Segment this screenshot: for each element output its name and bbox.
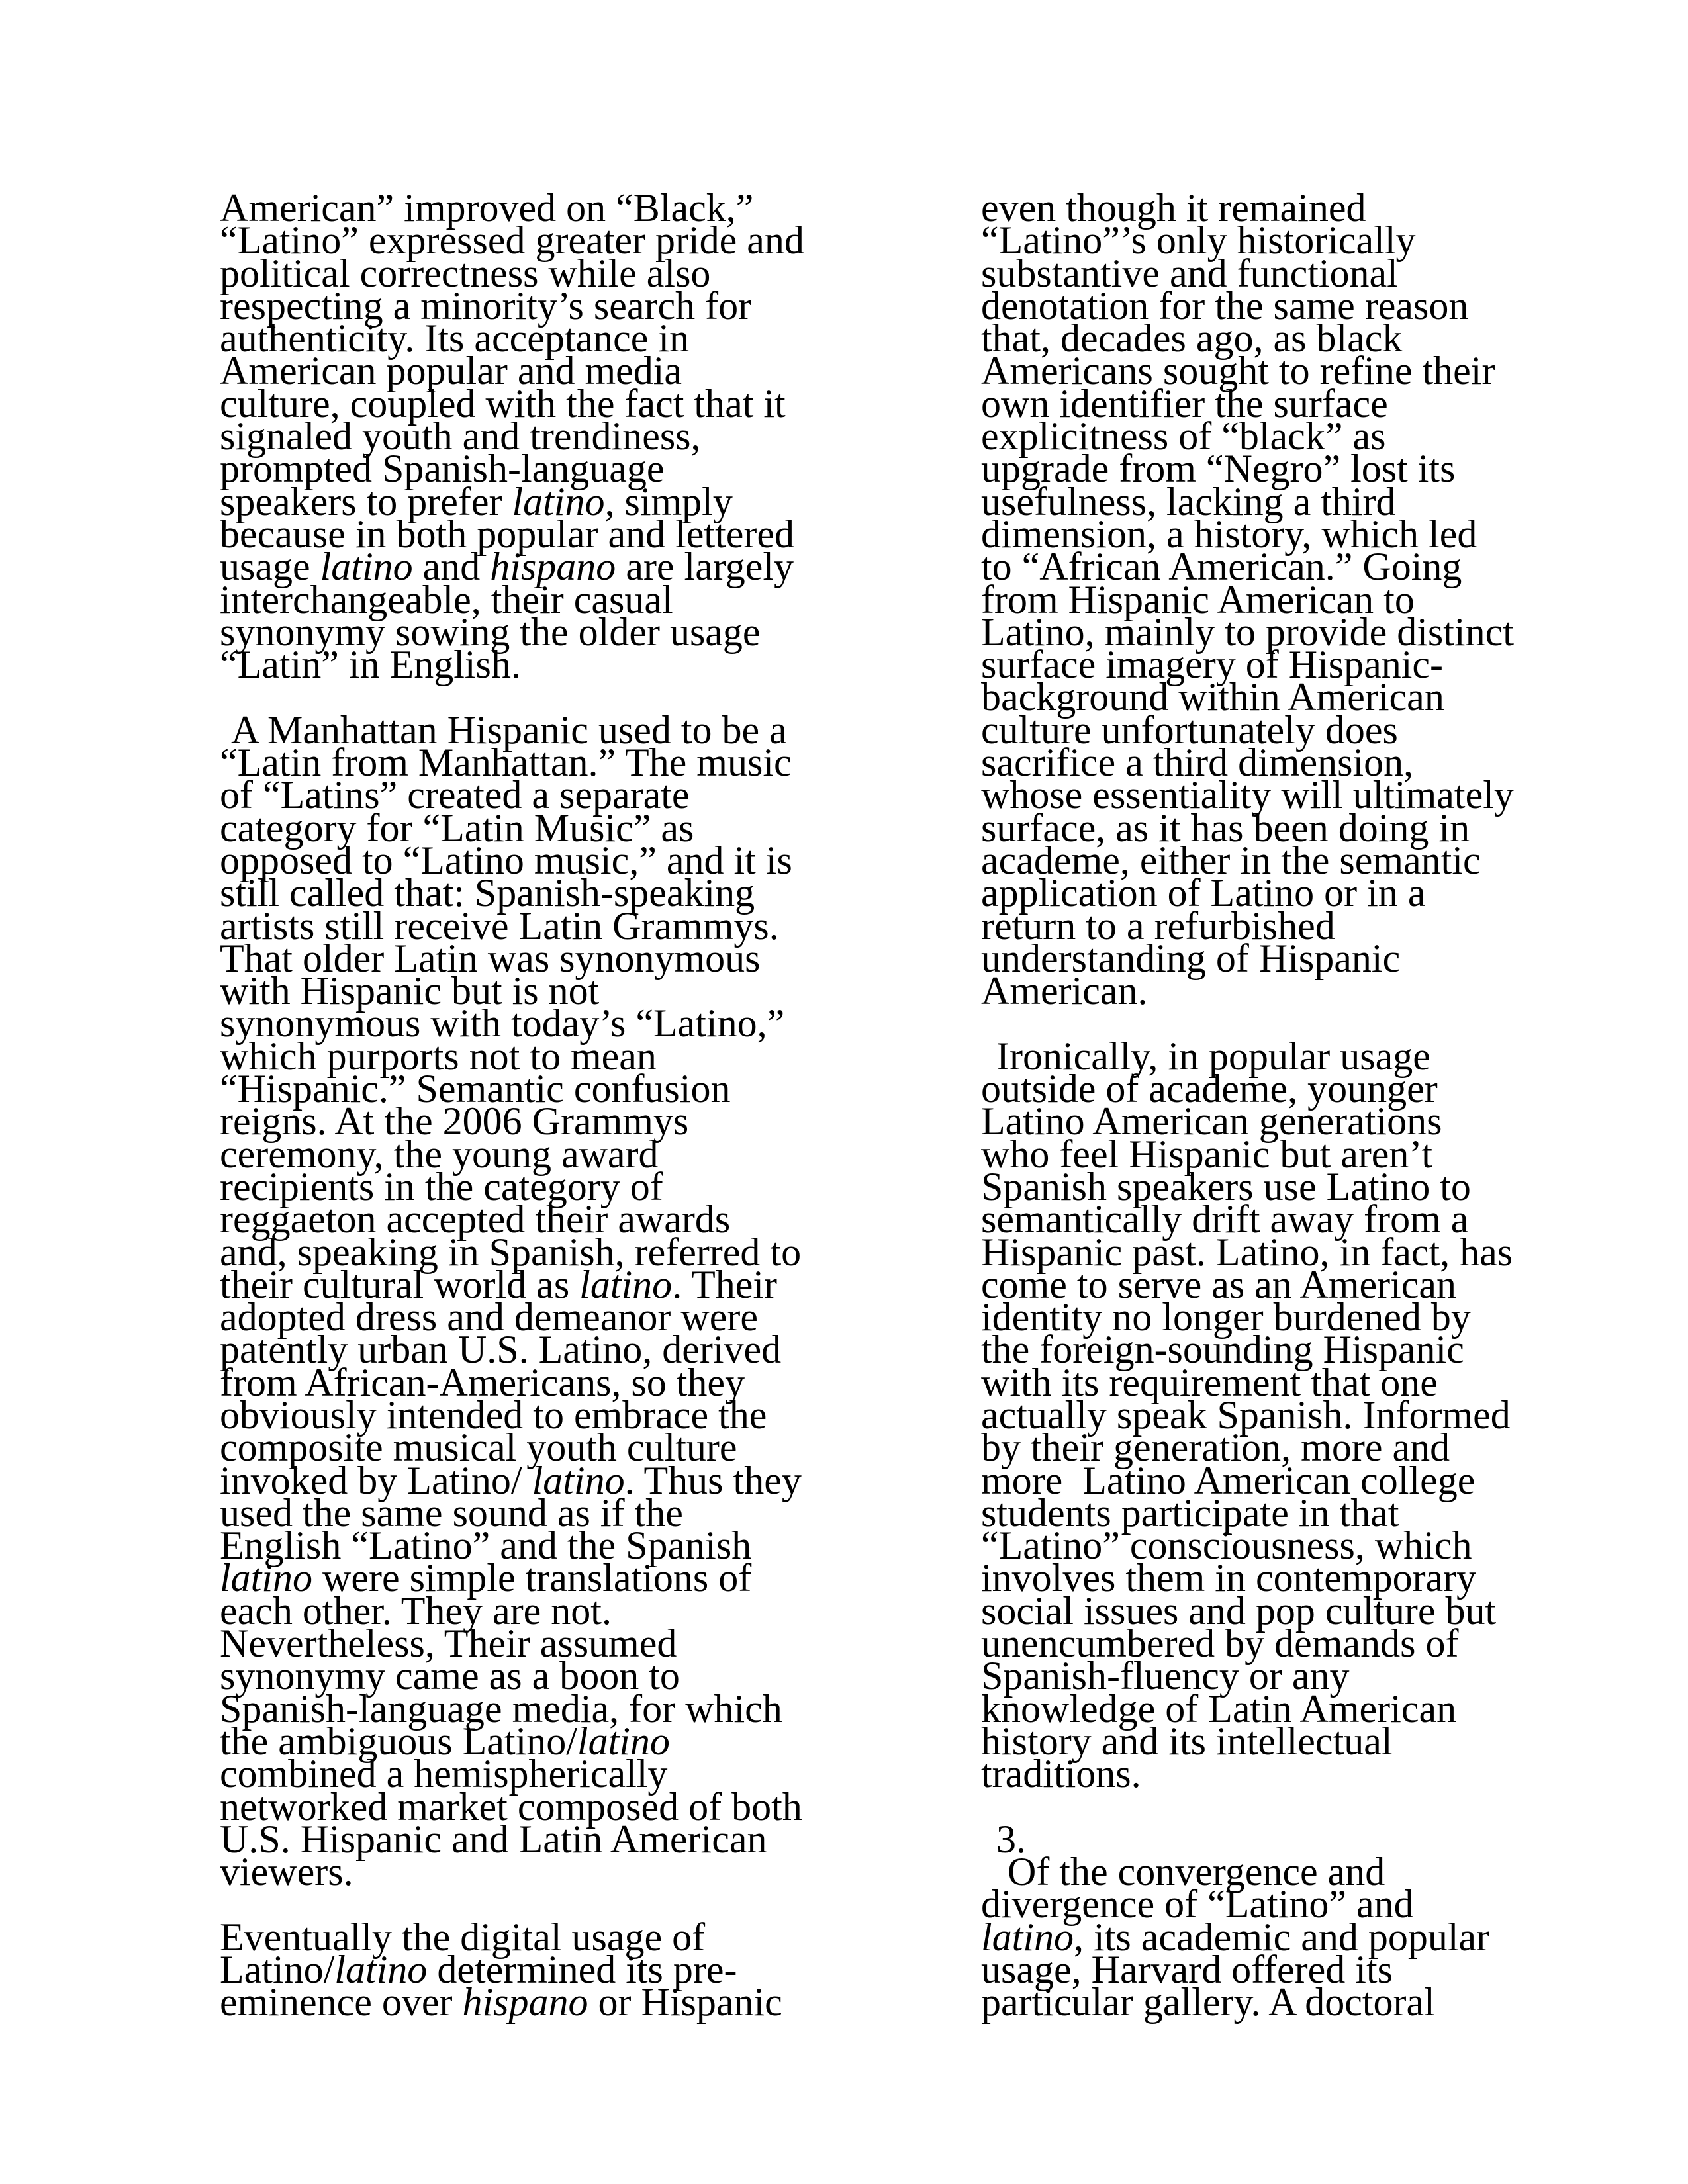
text-line <box>220 1980 882 2025</box>
text-segment: political correctness while also <box>220 251 711 295</box>
text-segment: from Hispanic American to <box>981 577 1415 621</box>
text-segment: ceremony, the young award <box>220 1132 659 1176</box>
text-segment: used the same sound as if the <box>220 1490 683 1535</box>
text-segment: denotation for the same reason <box>981 283 1469 328</box>
text-segment: their cultural world as <box>220 1262 580 1306</box>
text-segment: reigns. At the 2006 Grammys <box>220 1099 689 1144</box>
text-segment: still called that: Spanish-speaking <box>220 871 755 915</box>
text-segment: particular gallery. A doctoral <box>981 1980 1435 2025</box>
text-segment: unencumbered by demands of <box>981 1621 1459 1666</box>
text-segment: English “Latino” and the Spanish <box>220 1524 752 1568</box>
text-segment: surface imagery of Hispanic- <box>981 643 1444 687</box>
italic-text: latino <box>320 545 413 589</box>
text-segment: explicitness of “black” as <box>981 414 1386 459</box>
text-segment: sacrifice a third dimension, <box>981 741 1414 785</box>
text-segment: traditions. <box>981 1752 1141 1796</box>
text-segment: Hispanic past. Latino, in fact, has <box>981 1230 1513 1274</box>
text-segment: A Manhattan Hispanic used to be a <box>231 707 787 752</box>
text-segment: the ambiguous Latino/ <box>220 1719 577 1763</box>
text-segment: dimension, a history, which led <box>981 512 1477 556</box>
text-segment: Spanish-fluency or any <box>981 1654 1350 1698</box>
text-segment: social issues and pop culture but <box>981 1588 1497 1633</box>
text-segment: artists still receive Latin Grammys. <box>220 903 779 948</box>
text-segment: identity no longer burdened by <box>981 1295 1471 1340</box>
text-segment: Of the convergence and <box>1008 1850 1385 1894</box>
text-segment: combined a hemispherically <box>220 1752 668 1796</box>
text-segment: composite musical youth culture <box>220 1426 737 1470</box>
text-segment: academe, either in the semantic <box>981 838 1481 882</box>
text-segment: “Latino” expressed greater pride and <box>220 218 804 263</box>
text-segment: synonymy sowing the older usage <box>220 610 761 654</box>
text-segment: Ironically, in popular usage <box>996 1034 1430 1078</box>
text-segment: viewers. <box>220 1850 353 1894</box>
text-segment: That older Latin was synonymous <box>220 936 761 980</box>
text-segment: application of Latino or in a <box>981 871 1426 915</box>
text-segment: speakers to prefer <box>220 479 512 523</box>
text-segment: each other. They are not. <box>220 1588 612 1633</box>
text-segment: American popular and media <box>220 349 682 393</box>
italic-text: latino <box>981 1915 1074 1959</box>
text-segment: the foreign-sounding Hispanic <box>981 1328 1464 1372</box>
text-segment: to “African American.” Going <box>981 545 1462 589</box>
text-segment: Spanish speakers use Latino to <box>981 1164 1471 1208</box>
text-segment: or Hispanic <box>588 1980 782 2025</box>
text-segment: which purports not to mean <box>220 1034 657 1078</box>
text-line <box>981 1980 1643 2025</box>
text-segment: authenticity. Its acceptance in <box>220 316 690 361</box>
italic-text: latino, <box>512 479 615 523</box>
text-segment: usefulness, lacking a third <box>981 479 1396 523</box>
text-segment: reggaeton accepted their awards <box>220 1197 731 1242</box>
text-segment: culture, coupled with the fact that it <box>220 381 786 426</box>
text-segment: background within American <box>981 675 1444 719</box>
italic-text: latino <box>577 1719 670 1763</box>
text-segment: are largely <box>616 545 794 589</box>
text-segment: from African-Americans, so they <box>220 1360 745 1404</box>
text-segment: opposed to “Latino music,” and it is <box>220 838 792 882</box>
text-segment: upgrade from “Negro” lost its <box>981 447 1456 491</box>
text-segment: Latino, mainly to provide distinct <box>981 610 1514 654</box>
text-segment: “Hispanic.” Semantic confusion <box>220 1067 731 1111</box>
text-segment: actually speak Spanish. Informed <box>981 1392 1511 1437</box>
text-segment: “Latino” consciousness, which <box>981 1524 1472 1568</box>
text-segment: Nevertheless, Their assumed <box>220 1621 677 1666</box>
text-segment: American. <box>981 969 1148 1013</box>
text-segment: signaled youth and trendiness, <box>220 414 701 459</box>
text-segment: Eventually the digital usage of <box>220 1915 706 1959</box>
text-segment: and, speaking in Spanish, referred to <box>220 1230 802 1274</box>
text-segment: divergence of “Latino” and <box>981 1882 1414 1927</box>
text-segment: Americans sought to refine their <box>981 349 1495 393</box>
text-segment: Spanish-language media, for which <box>220 1686 782 1731</box>
italic-text: latino <box>334 1948 428 1992</box>
text-segment: and <box>412 545 491 589</box>
text-segment: U.S. Hispanic and Latin American <box>220 1817 767 1861</box>
text-segment: obviously intended to embrace the <box>220 1392 767 1437</box>
text-segment: , its academic and popular <box>1074 1915 1490 1959</box>
italic-text: latino <box>579 1262 673 1306</box>
text-segment: determined its pre- <box>427 1948 737 1992</box>
text-segment: history and its intellectual <box>981 1719 1393 1763</box>
right-column <box>981 186 1643 2025</box>
text-segment: networked market composed of both <box>220 1784 802 1829</box>
text-segment: own identifier the surface <box>981 381 1388 426</box>
text-segment: Latino/ <box>220 1948 335 1992</box>
text-segment: culture unfortunately does <box>981 707 1398 752</box>
text-segment: students participate in that <box>981 1490 1399 1535</box>
text-segment: “Latin” in English. <box>220 643 521 687</box>
text-segment: even though it remained <box>981 186 1366 230</box>
text-segment: with Hispanic but is not <box>220 969 600 1013</box>
text-segment: knowledge of Latin American <box>981 1686 1457 1731</box>
text-segment: come to serve as an American <box>981 1262 1457 1306</box>
text-segment: understanding of Hispanic <box>981 936 1401 980</box>
text-segment: were simple translations of <box>312 1556 752 1600</box>
text-segment: invoked by Latino/ <box>220 1458 532 1502</box>
text-segment: eminence over <box>220 1980 463 2025</box>
text-segment: category for “Latin Music” as <box>220 805 694 850</box>
text-segment: because in both popular and lettered <box>220 512 795 556</box>
text-segment: . Their <box>672 1262 778 1306</box>
text-segment: “Latino”’s only historically <box>981 218 1416 263</box>
text-segment: whose essentiality will ultimately <box>981 773 1514 817</box>
italic-text: hispano <box>490 545 616 589</box>
text-segment: adopted dress and demeanor were <box>220 1295 758 1340</box>
text-segment: outside of academe, younger <box>981 1067 1438 1111</box>
text-segment: of “Latins” created a separate <box>220 773 690 817</box>
text-segment: synonymy came as a boon to <box>220 1654 680 1698</box>
text-segment: American” improved on “Black,” <box>220 186 754 230</box>
text-segment: interchangeable, their casual <box>220 577 673 621</box>
text-segment: involves them in contemporary <box>981 1556 1477 1600</box>
text-segment: recipients in the category of <box>220 1164 663 1208</box>
text-segment: 3. <box>996 1817 1026 1861</box>
text-segment: who feel Hispanic but aren’t <box>981 1132 1433 1176</box>
text-segment: “Latin from Manhattan.” The music <box>220 741 792 785</box>
text-segment: usage <box>220 545 320 589</box>
text-segment: with its requirement that one <box>981 1360 1438 1404</box>
text-segment: patently urban U.S. Latino, derived <box>220 1328 782 1372</box>
italic-text: latino <box>220 1556 313 1600</box>
text-segment: usage, Harvard offered its <box>981 1948 1393 1992</box>
italic-text: latino <box>532 1458 625 1502</box>
text-segment: Latino American generations <box>981 1099 1442 1144</box>
text-segment: simply <box>614 479 733 523</box>
text-segment: synonymous with today’s “Latino,” <box>220 1001 785 1046</box>
text-segment: return to a refurbished <box>981 903 1335 948</box>
left-column <box>220 186 882 2025</box>
text-segment: substantive and functional <box>981 251 1398 295</box>
text-segment: more Latino American college <box>981 1458 1476 1502</box>
text-segment: surface, as it has been doing in <box>981 805 1470 850</box>
italic-text: hispano <box>462 1980 588 2025</box>
text-segment: respecting a minority’s search for <box>220 283 752 328</box>
text-segment: by their generation, more and <box>981 1426 1450 1470</box>
text-segment: prompted Spanish-language <box>220 447 665 491</box>
text-segment: . Thus they <box>624 1458 802 1502</box>
text-segment: that, decades ago, as black <box>981 316 1403 361</box>
text-segment: semantically drift away from a <box>981 1197 1469 1242</box>
